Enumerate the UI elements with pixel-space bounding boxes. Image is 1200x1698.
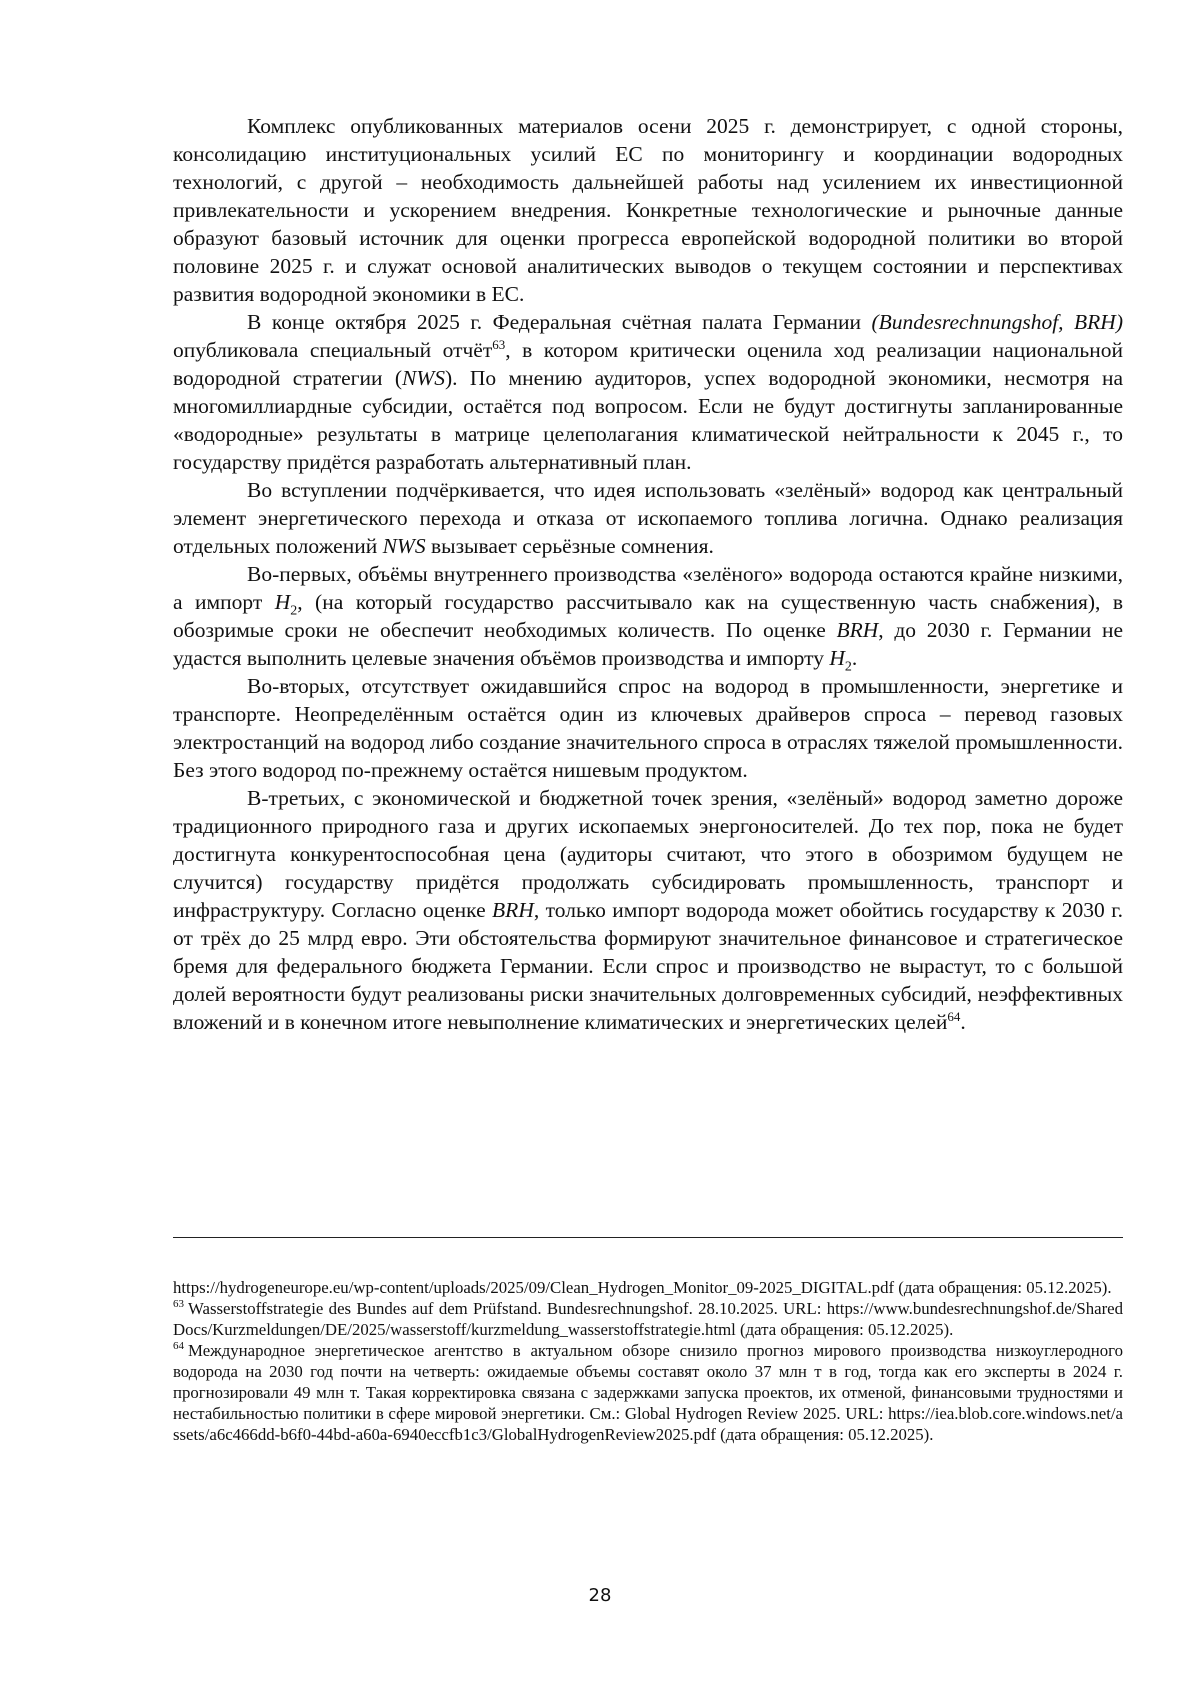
paragraph-1-text: Комплекс опубликованных материалов осени 2025 г. демонстрирует, с одной стороны, консолидацию институциональных усилий ЕС по мониторингу и координации водородных технологий, с другой – необходимость дальнейшей работы над усилением их инвестиционной привлекательности и ускорением внедрения. Конкретные технологические и рыночные данные образуют базовый источник для оценки прогресса европейской водородной политики во второй половине 2025 г. и служат основой аналитических выводов о текущем состоянии и перспективах развития водородной экономики в ЕС. <box>173 114 1123 306</box>
paragraph-2-text-f: ). По мнению аудиторов, успех водородной экономики, несмотря на многомиллиардные субсидии, остаётся под вопросом. Если не будут достигнуты запланированные «водородные» результаты в матрице целеполагания климатической нейтральности к 2045 г., то государству придётся разработать альтернативный план. <box>173 366 1123 474</box>
paragraph-2-text-c: опубликовала специальный отчёт <box>173 338 493 362</box>
nws-italic: NWS <box>402 366 445 390</box>
paragraph-4 <box>173 560 1123 675</box>
footnote-63-url[interactable]: https://www.bundesrechnungshof.de/SharedDocs/Kurzmeldungen/DE/2025/wasserstoff/kurzmeldung_wasserstoffstrategie.html <box>173 1299 1123 1339</box>
paragraph-6 <box>173 784 1123 1036</box>
paragraph-5 <box>173 672 1123 784</box>
paragraph-6-text-a: В-третьих, с экономической и бюджетной точек зрения, «зелёный» водород заметно дороже традиционного природного газа и других ископаемых энергоносителей. До тех пор, пока не будет достигнута конкурентоспособная цена (аудиторы считают, что этого в обозримом будущем не случится) государству придётся продолжать субсидировать промышленность, транспорт и инфраструктуру. Согласно оценке <box>173 786 1123 922</box>
footnote-63 <box>173 1298 1123 1340</box>
paragraph-3 <box>173 476 1123 560</box>
footnote-64-date: (дата обращения: 05.12.2025). <box>715 1425 934 1444</box>
footnote-64-text: Международное энергетическое агентство в актуальном обзоре снизило прогноз мирового производства низкоуглеродного водорода на 2030 год почти на четверть: ожидаемые объемы составят около 37 млн т в год, тогда как его эксперты в 2024 г. прогнозировали 49 млн т. Такая корректировка связана с задержками запуска проектов, их отменой, финансовыми трудностями и нестабильностью политики в сфере мировой энергетики. См.: Global Hydrogen Review 2025. URL: <box>173 1341 1123 1423</box>
brh-name-italic: (Bundesrechnungshof, BRH) <box>871 310 1123 334</box>
footnote-63-number: 63 <box>173 1298 184 1311</box>
paragraph-6-text-c: , только импорт водорода может обойтись государству к 2030 г. от трёх до 25 млрд евро. Эти обстоятельства формируют значительное финансовое и стратегическое бремя для федерального бюджета Германии. Если спрос и производство не вырастут, то с большой долей вероятности будут реализованы риски значительных долговременных субсидий, неэффективных вложений и в конечном итоге невыполнение климатических и энергетических целей <box>173 898 1123 1034</box>
paragraph-6-text-d: . <box>960 1010 966 1034</box>
footnote-ref-63[interactable]: 63 <box>492 336 506 352</box>
paragraph-5-text: Во-вторых, отсутствует ожидавшийся спрос на водород в промышленности, энергетике и транспорте. Неопределённым остаётся один из ключевых драйверов спроса – перевод газовых электростанций на водород либо создание значительного спроса в отраслях тяжелой промышленности. Без этого водород по-прежнему остаётся нишевым продуктом. <box>173 674 1123 782</box>
paragraph-4-text-d: , (на который государство рассчитывало как на существенную часть снабжения), в обозримые сроки не обеспечит необходимых количеств. По оценке <box>173 590 1123 642</box>
h2-formula-italic: H <box>829 646 845 670</box>
paragraph-3-text-a: Во вступлении подчёркивается, что идея использовать «зелёный» водород как центральный элемент энергетического перехода и отказа от ископаемого топлива логична. Однако реализация отдельных положений <box>173 478 1123 558</box>
nws-italic: NWS <box>382 534 426 558</box>
paragraph-4-text-a: Во-первых, объёмы внутреннего производства «зелёного» водорода остаются крайне низкими, а импорт <box>173 562 1123 614</box>
paragraph-4-text-f: , до 2030 г. Германии не удастся выполнить целевые значения объёмов производства и импорту <box>173 618 1123 670</box>
h2-subscript: 2 <box>290 603 298 619</box>
footnote-63-title: Wasserstoffstrategie des Bundes auf dem Prüfstand. Bundesrechnungshof. 28.10.2025. URL: <box>188 1299 827 1318</box>
footnote-62-continuation <box>173 1277 1123 1298</box>
page-number: 28 <box>588 1585 612 1606</box>
h2-formula-italic: H <box>274 590 291 614</box>
paragraph-2-text-d: , в котором критически оценила ход реализации национальной водородной стратегии ( <box>173 338 1123 390</box>
footnotes <box>173 1277 1123 1445</box>
paragraph-1 <box>173 112 1123 308</box>
main-text <box>173 112 1123 1036</box>
footnote-63-date: (дата обращения: 05.12.2025). <box>735 1320 954 1339</box>
footnote-64-number: 64 <box>173 1340 184 1353</box>
paragraph-2-text-a: В конце октября 2025 г. Федеральная счётная палата Германии <box>247 310 872 334</box>
footnote-separator <box>173 1237 1123 1238</box>
paragraph-3-text-c: вызывает серьёзные сомнения. <box>425 534 714 558</box>
paragraph-2 <box>173 308 1123 476</box>
footnote-62-url[interactable]: https://hydrogeneurope.eu/wp-content/uploads/2025/09/Clean_Hydrogen_Monitor_09-2025_DIGITAL.pdf <box>173 1278 895 1297</box>
footnote-64 <box>173 1340 1123 1445</box>
footnote-ref-64[interactable]: 64 <box>947 1008 961 1024</box>
footnote-64-url[interactable]: https://iea.blob.core.windows.net/assets/a6c466dd-b6f0-44bd-a60a-6940eccfb1c3/GlobalHydrogenReview2025.pdf <box>173 1404 1123 1444</box>
footnote-62-date: (дата обращения: 05.12.2025). <box>894 1278 1112 1297</box>
brh-italic: BRH <box>492 898 534 922</box>
paragraph-4-text-i: . <box>851 646 858 670</box>
brh-italic: BRH <box>836 618 879 642</box>
h2-subscript: 2 <box>844 659 852 675</box>
